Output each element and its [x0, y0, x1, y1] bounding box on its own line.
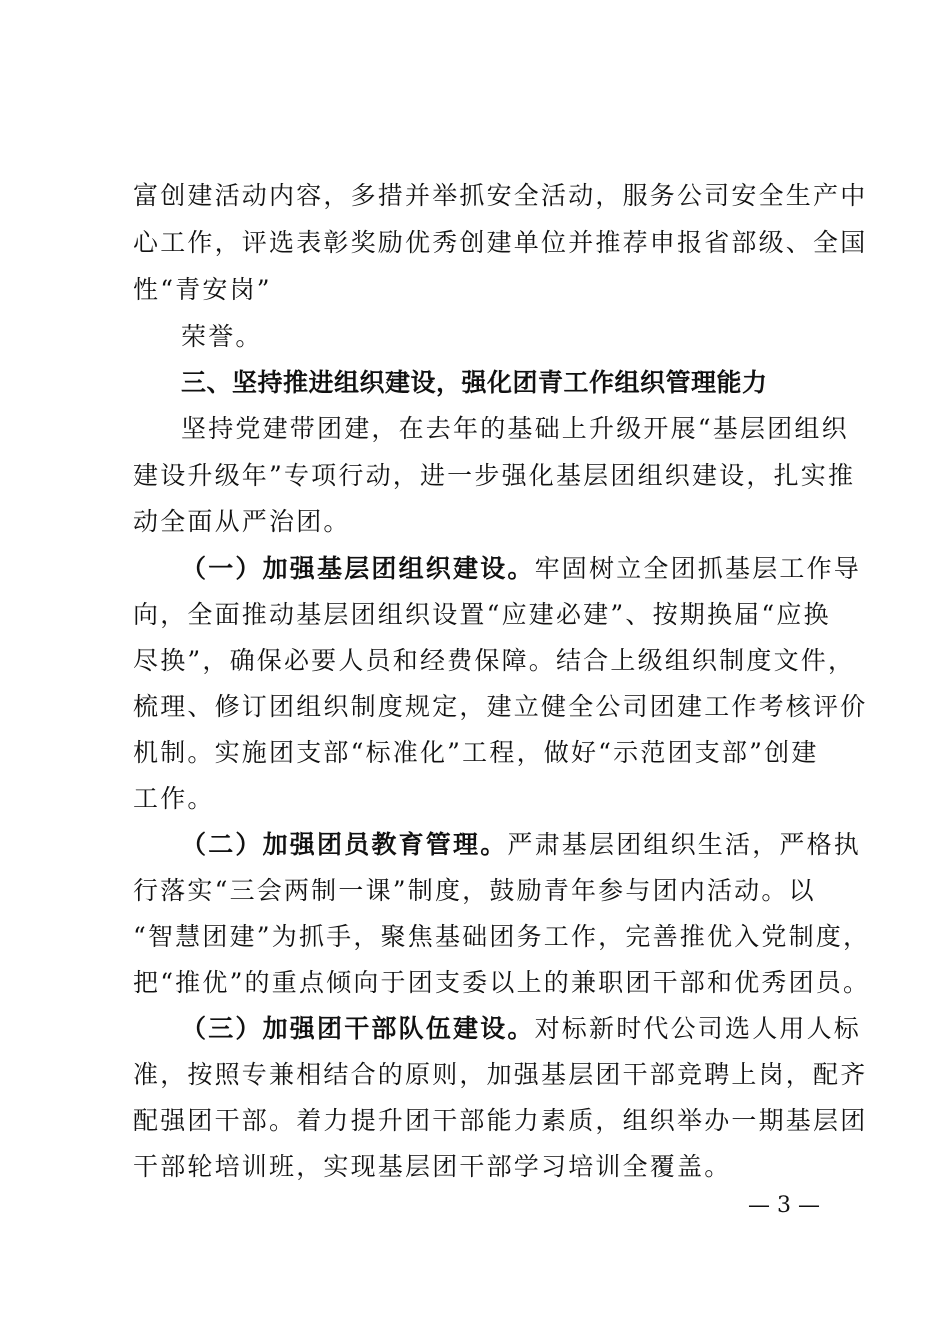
body-text-line: 性“青安岗”: [133, 275, 272, 304]
body-text-line: 建设升级年”专项行动，进一步强化基层团组织建设，扎实推: [133, 461, 856, 490]
item1-first-line: [181, 554, 861, 584]
body-text-line: 把“推优”的重点倾向于团支委以上的兼职团干部和优秀团员。: [133, 968, 871, 997]
body-text-line: 机制。实施团支部“标准化”工程，做好“示范团支部”创建: [133, 738, 819, 767]
item2-lead: （二）加强团员教育管理。: [181, 830, 508, 859]
body-text-line: 梳理、修订团组织制度规定，建立健全公司团建工作考核评价: [133, 692, 868, 721]
body-text-line: 准，按照专兼相结合的原则，加强基层团干部竞聘上岗，配齐: [133, 1060, 868, 1089]
item2-first-line: [181, 830, 861, 860]
body-text-line: 配强团干部。着力提升团干部能力素质，组织举办一期基层团: [133, 1106, 868, 1135]
page-number: — 3 —: [748, 1193, 820, 1218]
item3-first-line: [181, 1014, 861, 1044]
section-heading: 三、坚持推进组织建设，强化团青工作组织管理能力: [181, 368, 768, 397]
body-text-line: 心工作，评选表彰奖励优秀创建单位并推荐申报省部级、全国: [133, 228, 868, 257]
item2-first-rest: 严肃基层团组织生活，严格执: [507, 830, 862, 859]
body-text-line: 尽换”，确保必要人员和经费保障。结合上级组织制度文件，: [133, 646, 856, 675]
body-text-line: 坚持党建带团建，在去年的基础上升级开展“基层团组织: [181, 414, 849, 443]
item1-lead: （一）加强基层团组织建设。: [181, 554, 535, 583]
item3-first-rest: 对标新时代公司选人用人标: [534, 1014, 862, 1043]
body-text-line: 工作。: [133, 784, 215, 813]
body-text-line: 向，全面推动基层团组织设置“应建必建”、按期换届“应换: [133, 600, 831, 629]
body-text-line: 富创建活动内容，多措并举抓安全活动，服务公司安全生产中: [133, 181, 868, 210]
body-text-line: 荣誉。: [181, 322, 263, 351]
body-text-line: “智慧团建”为抓手，聚焦基础团务工作，完善推优入党制度，: [133, 922, 871, 951]
body-text-line: 动全面从严治团。: [133, 507, 351, 536]
body-text-line: 行落实“三会两制一课”制度，鼓励青年参与团内活动。以: [133, 876, 816, 905]
body-text-line: 干部轮培训班，实现基层团干部学习培训全覆盖。: [133, 1152, 732, 1181]
item1-first-rest: 牢固树立全团抓基层工作导: [534, 554, 862, 583]
item3-lead: （三）加强团干部队伍建设。: [181, 1014, 535, 1043]
